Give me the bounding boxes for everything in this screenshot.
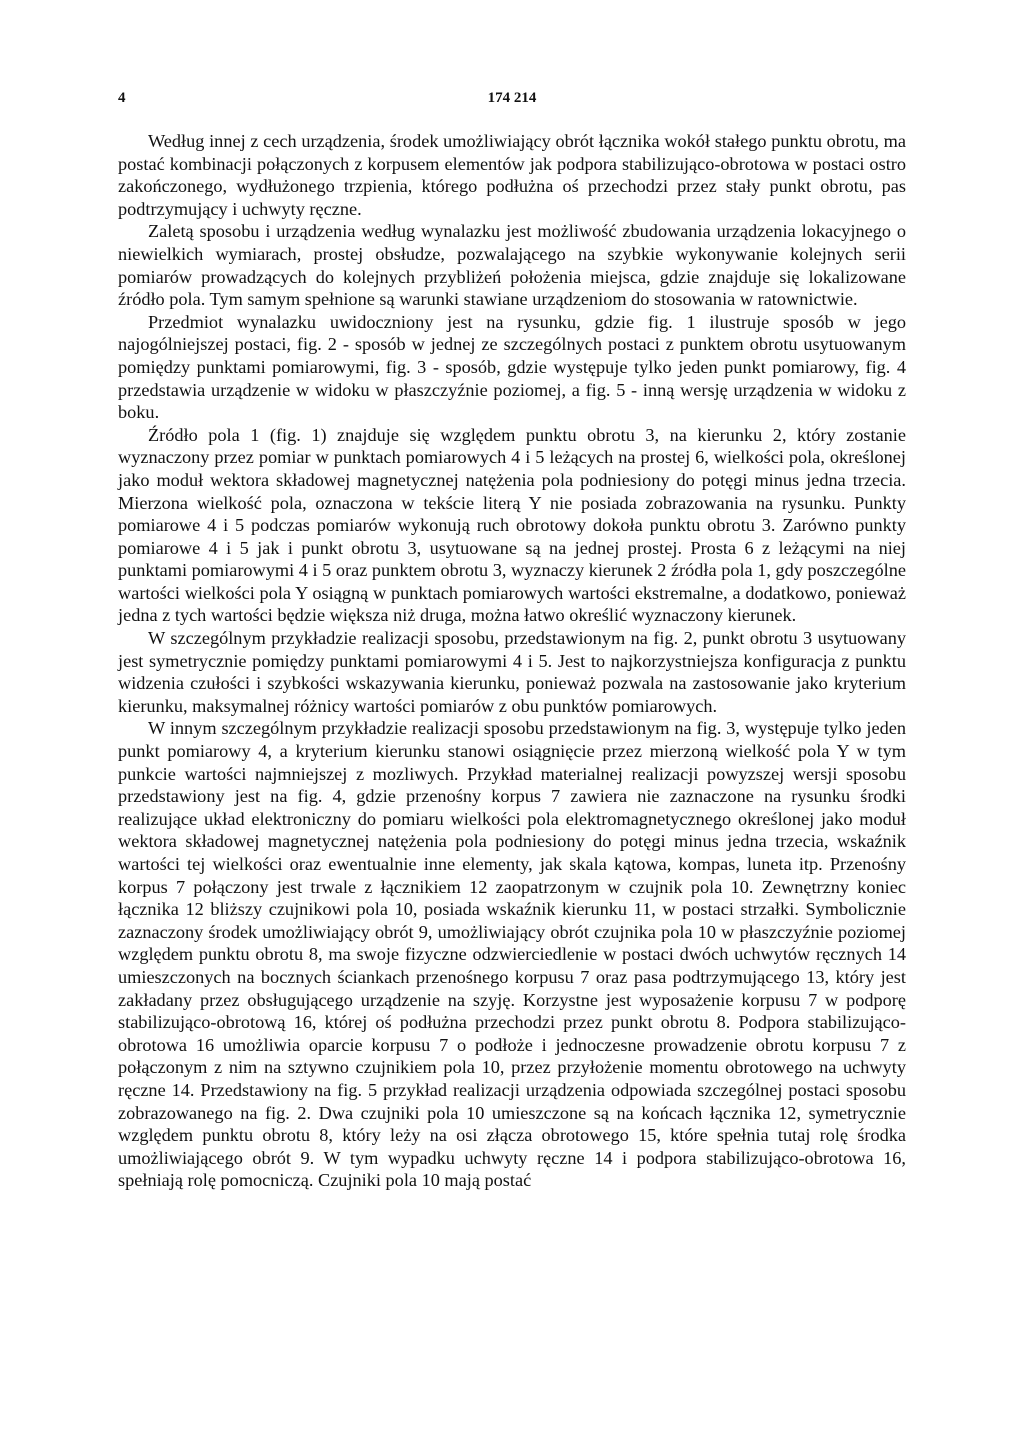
paragraph-fig1-description: Źródło pola 1 (fig. 1) znajduje się względem punktu obrotu 3, na kierunku 2, który zostanie wyznaczony przez pomiar w punktach pomiarowych 4 i 5 leżących na prostej 6, wielkości pola, określonej jako moduł wektora składowej magnetycznej natężenia pola podniesiony do potęgi minus jedna trzecia. Mierzona wielkość pola, oznaczona w tekście literą Y nie posiada zobrazowania na rysunku. Punkty pomiarowe 4 i 5 podczas pomiarów wykonują ruch obrotowy dokoła punktu obrotu 3. Zarówno punkty pomiarowe 4 i 5 jak i punkt obrotu 3, usytuowane są na jednej prostej. Prosta 6 z leżącymi na niej punktami pomiarowymi 4 i 5 oraz punktem obrotu 3, wyznaczy kierunek 2 źródła pola 1, gdy poszczególne wartości wielkości pola Y osiągną w punktach pomiarowych wartości ekstremalne, a dodatkowo, ponieważ jedna z tych wartości będzie większa niż druga, można łatwo określić wyznaczony kierunek. xyxy=(118,424,906,626)
paragraph-advantages: Zaletą sposobu i urządzenia według wynalazku jest możliwość zbudowania urządzenia lokacyjnego o niewielkich wymiarach, prostej obsłudze, pozwalającego na szybkie wykonywanie kolejnych serii pomiarów prowadzących do kolejnych przybliżeń położenia miejsca, gdzie znajduje się lokalizowane źródło pola. Tym samym spełnione są warunki stawiane urządzeniom do stosowania w ratownictwie. xyxy=(118,221,906,310)
paragraph-figures-overview: Przedmiot wynalazku uwidoczniony jest na rysunku, gdzie fig. 1 ilustruje sposób w jego najogólniejszej postaci, fig. 2 - sposób w jednej ze szczególnych postaci z punktem obrotu usytuowanym pomiędzy punktami pomiarowymi, fig. 3 - sposób, gdzie występuje tylko jeden punkt pomiarowy, fig. 4 przedstawia urządzenie w widoku w płaszczyźnie poziomej, a fig. 5 - inną wersję urządzenia w widoku z boku. xyxy=(118,311,906,423)
page-header xyxy=(118,90,906,116)
page-number: 4 xyxy=(118,90,126,106)
paragraph-fig2-description: W szczególnym przykładzie realizacji sposobu, przedstawionym na fig. 2, punkt obrotu 3 usytuowany jest symetrycznie pomiędzy punktami pomiarowymi 4 i 5. Jest to najkorzystniejsza konfiguracja z punktu widzenia czułości i szybkości wskazywania kierunku, ponieważ pozwala na zastosowanie jako kryterium kierunku, maksymalnej różnicy wartości pomiarów z obu punktów pomiarowych. xyxy=(118,628,906,716)
paragraph-device-feature: Według innej z cech urządzenia, środek umożliwiający obrót łącznika wokół stałego punktu obrotu, ma postać kombinacji połączonych z korpusem elementów jak podpora stabilizująco-obrotowa w postaci ostro zakończonego, wydłużonego trzpienia, którego podłużna oś przechodzi przez stały punkt obrotu, pas podtrzymujący i uchwyty ręczne. xyxy=(118,131,906,219)
patent-number: 174 214 xyxy=(487,90,537,106)
body-text xyxy=(118,130,906,1192)
paragraph-fig3-5-description: W innym szczególnym przykładzie realizacji sposobu przedstawionym na fig. 3, występuje tylko jeden punkt pomiarowy 4, a kryterium kierunku stanowi osiągnięcie przez mierzoną wielkość pola Y w tym punkcie wartości najmniejszej z mozliwych. Przykład materialnej realizacji powyzszej wersji sposobu przedstawiony jest na fig. 4, gdzie przenośny korpus 7 zawiera nie zaznaczone na rysunku środki realizujące układ elektroniczny do pomiaru wielkości pola elektromagnetycznego określonej jako moduł wektora składowej magnetycznej natężenia pola podniesiony do potęgi minus jedna trzecia, wskaźnik wartości tej wielkości oraz ewentualnie inne elementy, jak skala kątowa, kompas, luneta itp. Przenośny korpus 7 połączony jest trwale z łącznikiem 12 zaopatrzonym w czujnik pola 10. Zewnętrzny koniec łącznika 12 bliższy czujnikowi pola 10, posiada wskaźnik kierunku 11, w postaci strzałki. Symbolicznie zaznaczony środek umożliwiający obrót 9, umożliwiający obrót czujnika pola 10 w płaszczyźnie poziomej względem punktu obrotu 8, ma swoje fizyczne odzwierciedlenie w postaci dwóch uchwytów ręcznych 14 umieszczonych na bocznych ściankach przenośnego korpusu 7 oraz pasa podtrzymującego 13, który jest zakładany przez obsługującego urządzenie na szyję. Korzystne jest wyposażenie korpusu 7 w podporę stabilizująco-obrotową 16, której oś podłużna przechodzi przez punkt obrotu 8. Podpora stabilizująco-obrotowa 16 umożliwia oparcie korpusu 7 o podłoże i jednoczesne prowadzenie obrotu korpusu 7 z połączonym z nim na sztywno czujnikiem pola 10, przez przyłożenie momentu obrotowego na uchwyty ręczne 14. Przedstawiony na fig. 5 przykład realizacji urządzenia odpowiada szczególnej postaci sposobu zobrazowanego na fig. 2. Dwa czujniki pola 10 umieszczone są na końcach łącznika 12, symetrycznie względem punktu obrotu 8, który leży na osi złącza obrotowego 15, które spełnia tutaj rolę środka umożliwiającego obrót 9. W tym wypadku uchwyty ręczne 14 i podpora stabilizująco-obrotowa 16, spełniają rolę pomocniczą. Czujniki pola 10 mają postać xyxy=(118,718,906,1191)
document-page xyxy=(118,90,906,1192)
